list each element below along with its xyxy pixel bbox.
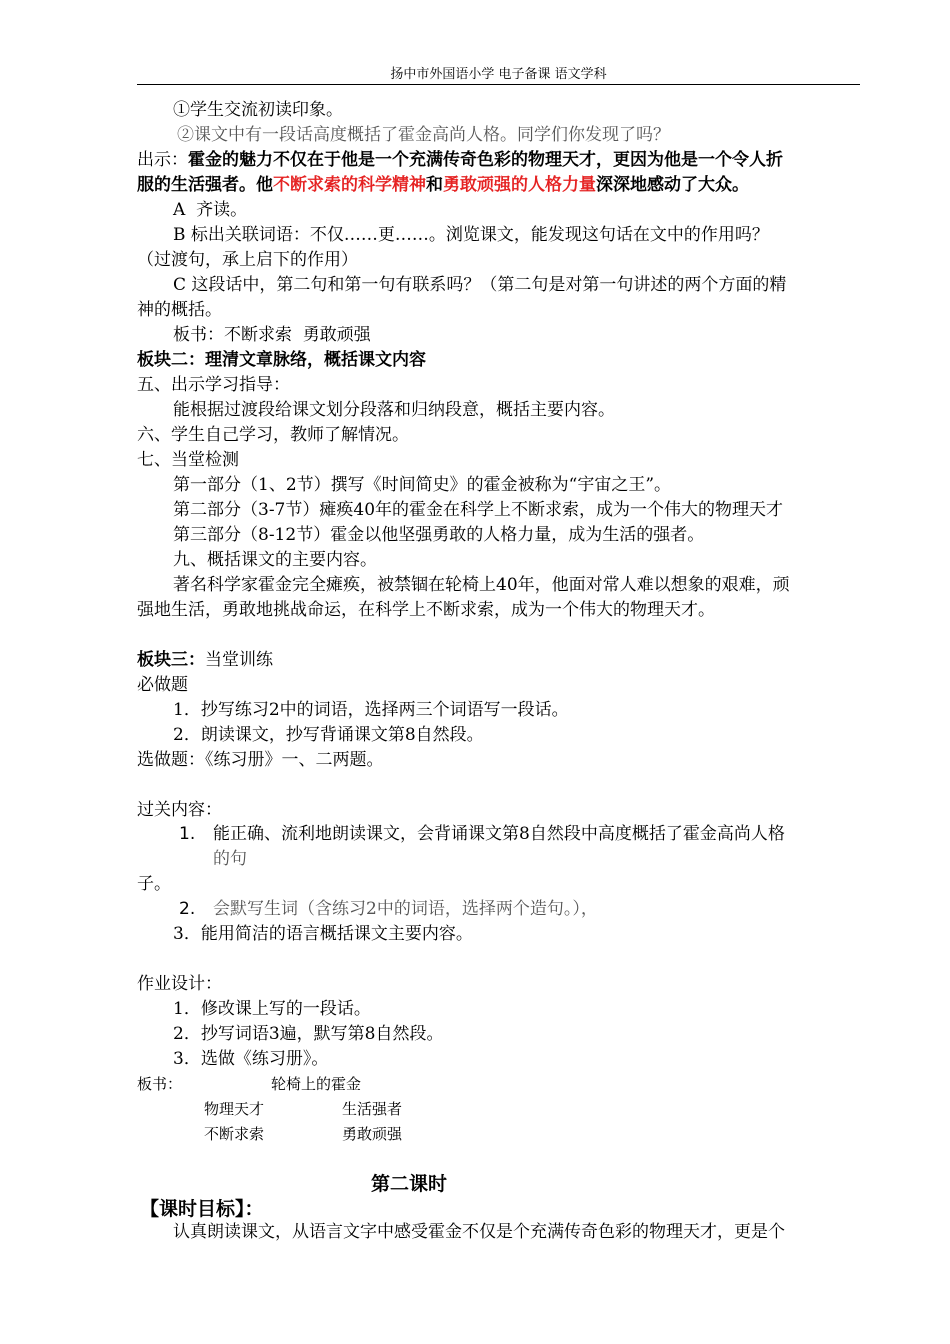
text-line: 作业设计： xyxy=(137,974,222,994)
section-heading-label: 板块三： xyxy=(137,650,205,670)
text-line: 的句 xyxy=(213,849,247,869)
section-heading-text: 当堂训练 xyxy=(205,650,273,670)
quote-line xyxy=(137,148,860,173)
highlight-science-spirit: 不断求索的科学精神 xyxy=(273,175,426,195)
list-number: 1. xyxy=(179,824,196,844)
text-line: 七、当堂检测 xyxy=(137,450,239,470)
board-note: 板书：不断求索 勇敢顽强 xyxy=(173,325,371,345)
text-line: 六、学生自己学习，教师了解情况。 xyxy=(137,425,409,445)
lesson-goal-heading: 【课时目标】： xyxy=(140,1198,264,1220)
board-plan-right: 勇敢顽强 xyxy=(342,1125,403,1143)
header-divider xyxy=(137,84,860,85)
text-line: ②课文中有一段话高度概括了霍金高尚人格。同学们你发现了吗？ xyxy=(177,125,670,145)
list-number: 2. xyxy=(179,899,196,919)
text-line: B 标出关联词语：不仅……更……。浏览课文，能发现这句话在文中的作用吗？ xyxy=(173,225,769,245)
text-line: ①学生交流初读印象。 xyxy=(173,100,343,120)
board-plan-label: 板书： xyxy=(137,1075,183,1093)
quote-text: 霍金的魅力不仅在于他是一个充满传奇色彩的物理天才，更因为他是一个令人折 xyxy=(188,150,783,170)
list-item xyxy=(137,897,860,922)
quote-prefix: 出示： xyxy=(137,150,188,170)
board-plan-title: 轮椅上的霍金 xyxy=(271,1075,362,1093)
text-line: 过关内容： xyxy=(137,800,222,820)
quote-line xyxy=(137,173,860,198)
quote-text: 深深地感动了大众。 xyxy=(596,175,749,195)
text-line: 第二部分（3-7节）瘫痪40年的霍金在科学上不断求索，成为一个伟大的物理天才 xyxy=(173,500,784,520)
board-plan-left: 物理天才 xyxy=(204,1100,265,1118)
board-plan-row xyxy=(137,1122,860,1147)
list-item xyxy=(137,822,860,847)
text-line: 认真朗读课文，从语言文字中感受霍金不仅是个充满传奇色彩的物理天才，更是个 xyxy=(173,1222,785,1242)
lesson-title: 第二课时 xyxy=(371,1173,448,1195)
board-plan-row xyxy=(137,1072,860,1097)
text-line: 选做题：《练习册》一、二两题。 xyxy=(137,750,384,770)
list-item: 1．修改课上写的一段话。 xyxy=(173,999,371,1019)
section-heading: 板块二：理清文章脉络，概括课文内容 xyxy=(137,350,426,370)
section-heading xyxy=(137,648,860,673)
text-line: 必做题 xyxy=(137,675,188,695)
board-plan-row xyxy=(137,1097,860,1122)
board-plan-left: 不断求索 xyxy=(204,1125,265,1143)
highlight-personality-power: 勇敢顽强的人格力量 xyxy=(443,175,596,195)
text-line: 著名科学家霍金完全瘫痪，被禁锢在轮椅上40年，他面对常人难以想象的艰难，顽 xyxy=(173,575,790,595)
text-line: C 这段话中，第二句和第一句有联系吗？（第二句是对第一句讲述的两个方面的精 xyxy=(173,275,787,295)
quote-text: 服的生活强者。他 xyxy=(137,175,273,195)
text-line: 九、概括课文的主要内容。 xyxy=(173,550,377,570)
text-line: 第一部分（1、2节）撰写《时间简史》的霍金被称为“宇宙之王”。 xyxy=(173,475,672,495)
list-item: 2．朗读课文，抄写背诵课文第8自然段。 xyxy=(173,725,484,745)
text-line: 强地生活，勇敢地挑战命运，在科学上不断求索，成为一个伟大的物理天才。 xyxy=(137,600,715,620)
list-item: 3．选做《练习册》。 xyxy=(173,1049,329,1069)
text-line: 第三部分（8-12节）霍金以他坚强勇敢的人格力量，成为生活的强者。 xyxy=(173,525,705,545)
text-line: A 齐读。 xyxy=(173,200,248,220)
list-item: 1．抄写练习2中的词语，选择两三个词语写一段话。 xyxy=(173,700,569,720)
list-item: 2．抄写词语3遍，默写第8自然段。 xyxy=(173,1024,444,1044)
list-text: 会默写生词（含练习2中的词语，选择两个造句。）， xyxy=(213,899,598,919)
text-line: 神的概括。 xyxy=(137,300,222,320)
text-line: （过渡句，承上启下的作用） xyxy=(137,250,358,270)
quote-text: 和 xyxy=(426,175,443,195)
text-line: 五、出示学习指导： xyxy=(137,375,290,395)
list-item: 3．能用简洁的语言概括课文主要内容。 xyxy=(173,924,473,944)
text-line: 能根据过渡段给课文划分段落和归纳段意，概括主要内容。 xyxy=(173,400,615,420)
board-plan-right: 生活强者 xyxy=(342,1100,403,1118)
page-header: 扬中市外国语小学 电子备课 语文学科 xyxy=(390,67,607,82)
list-text: 能正确、流利地朗读课文，会背诵课文第8自然段中高度概括了霍金高尚人格 xyxy=(213,824,785,844)
text-line: 子。 xyxy=(137,874,171,894)
